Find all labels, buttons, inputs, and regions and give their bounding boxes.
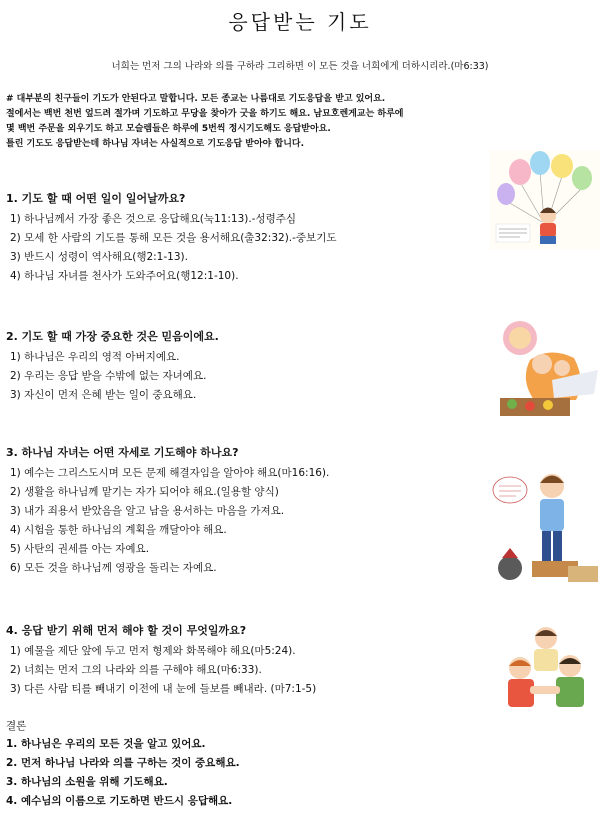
list-item: 1) 하나님은 우리의 영적 아버지예요. (10, 351, 180, 363)
conclusion-item: 4. 예수님의 이름으로 기도하면 반드시 응답해요. (6, 795, 233, 807)
section-4 (6, 624, 476, 699)
list-item: 2) 생활을 하나님께 맡기는 자가 되어야 해요.(일용할 양식) (10, 486, 279, 498)
conclusion-item: 2. 먼저 하나님 나라와 의를 구하는 것이 중요해요. (6, 757, 240, 769)
intro-line: 몇 백번 주문을 외우기도 하고 모슬렘들은 하루에 5번씩 정시기도해도 응답받아요. (6, 124, 331, 134)
balloons-illustration (490, 150, 600, 250)
list-item: 3) 내가 죄용서 받았음을 알고 남을 용서하는 마음을 가져요. (10, 505, 285, 517)
friends-illustration (490, 624, 600, 718)
section-3 (6, 446, 476, 578)
intro-line: 절에서는 백번 천번 엎드려 절가며 기도하고 무당을 찾아가 굿을 하기도 해요. 남묘호렌게교는 하루에 (6, 109, 404, 119)
list-item: 4) 시험을 통한 하나님의 계획을 깨달아야 해요. (10, 524, 227, 536)
intro-paragraph (6, 92, 486, 152)
father-child-illustration (490, 320, 600, 420)
section-heading: 1. 기도 할 때 어떤 일이 일어날까요? (6, 192, 186, 205)
conclusion-heading: 결론 (6, 720, 27, 732)
list-item: 4) 하나님 자녀를 천사가 도와주어요(행12:1-10). (10, 270, 239, 282)
list-item: 2) 우리는 응답 받을 수밖에 없는 자녀예요. (10, 370, 207, 382)
list-item: 5) 사탄의 권세를 아는 자예요. (10, 543, 150, 555)
section-1 (6, 192, 476, 286)
page-title: 응답받는 기도 (228, 10, 372, 34)
section-2 (6, 330, 476, 405)
section-list (6, 210, 476, 286)
section-list (6, 348, 476, 405)
conclusion-item: 3. 하나님의 소원을 위해 기도해요. (6, 776, 168, 788)
section-list (6, 464, 476, 578)
list-item: 1) 예수는 그리스도시며 모든 문제 해결자임을 알아야 해요(마16:16). (10, 467, 330, 479)
list-item: 6) 모든 것을 하나님께 영광을 돌리는 자예요. (10, 562, 217, 574)
list-item: 3) 다른 사람 티를 빼내기 이전에 내 눈에 들보를 빼내라. (마7:1-5) (10, 683, 317, 695)
list-item: 3) 반드시 성령이 역사해요(행2:1-13). (10, 251, 188, 263)
boy-illustration (490, 466, 600, 592)
list-item: 1) 예물을 제단 앞에 두고 먼저 형제와 화목해야 해요(마5:24). (10, 645, 296, 657)
list-item: 2) 모세 한 사람의 기도를 통해 모든 것을 용서해요(출32:32).-중보기도 (10, 232, 337, 244)
list-item: 1) 하나님께서 가장 좋은 것으로 응답해요(눅11:13).-성령주심 (10, 213, 297, 225)
list-item: 2) 너희는 먼저 그의 나라와 의를 구해야 해요(마6:33). (10, 664, 262, 676)
section-heading: 3. 하나님 자녀는 어떤 자세로 기도해야 하나요? (6, 446, 239, 459)
theme-verse: 너희는 먼저 그의 나라와 의를 구하라 그리하면 이 모든 것을 너희에게 더하시리라.(마6:33) (111, 61, 489, 72)
list-item: 3) 자신이 먼저 은혜 받는 일이 중요해요. (10, 389, 197, 401)
conclusion (6, 718, 476, 811)
conclusion-item: 1. 하나님은 우리의 모든 것을 알고 있어요. (6, 738, 206, 750)
intro-line: 틀린 기도도 응답받는데 하나님 자녀는 사실적으로 기도응답 받아야 합니다. (6, 139, 305, 149)
section-heading: 2. 기도 할 때 가장 중요한 것은 믿음이에요. (6, 330, 219, 343)
section-heading: 4. 응답 받기 위해 먼저 해야 할 것이 무엇일까요? (6, 624, 247, 637)
intro-line: # 대부분의 친구들이 기도가 안된다고 말합니다. 모든 종교는 나름대로 기도응답을 받고 있어요. (6, 94, 386, 104)
section-list (6, 642, 476, 699)
